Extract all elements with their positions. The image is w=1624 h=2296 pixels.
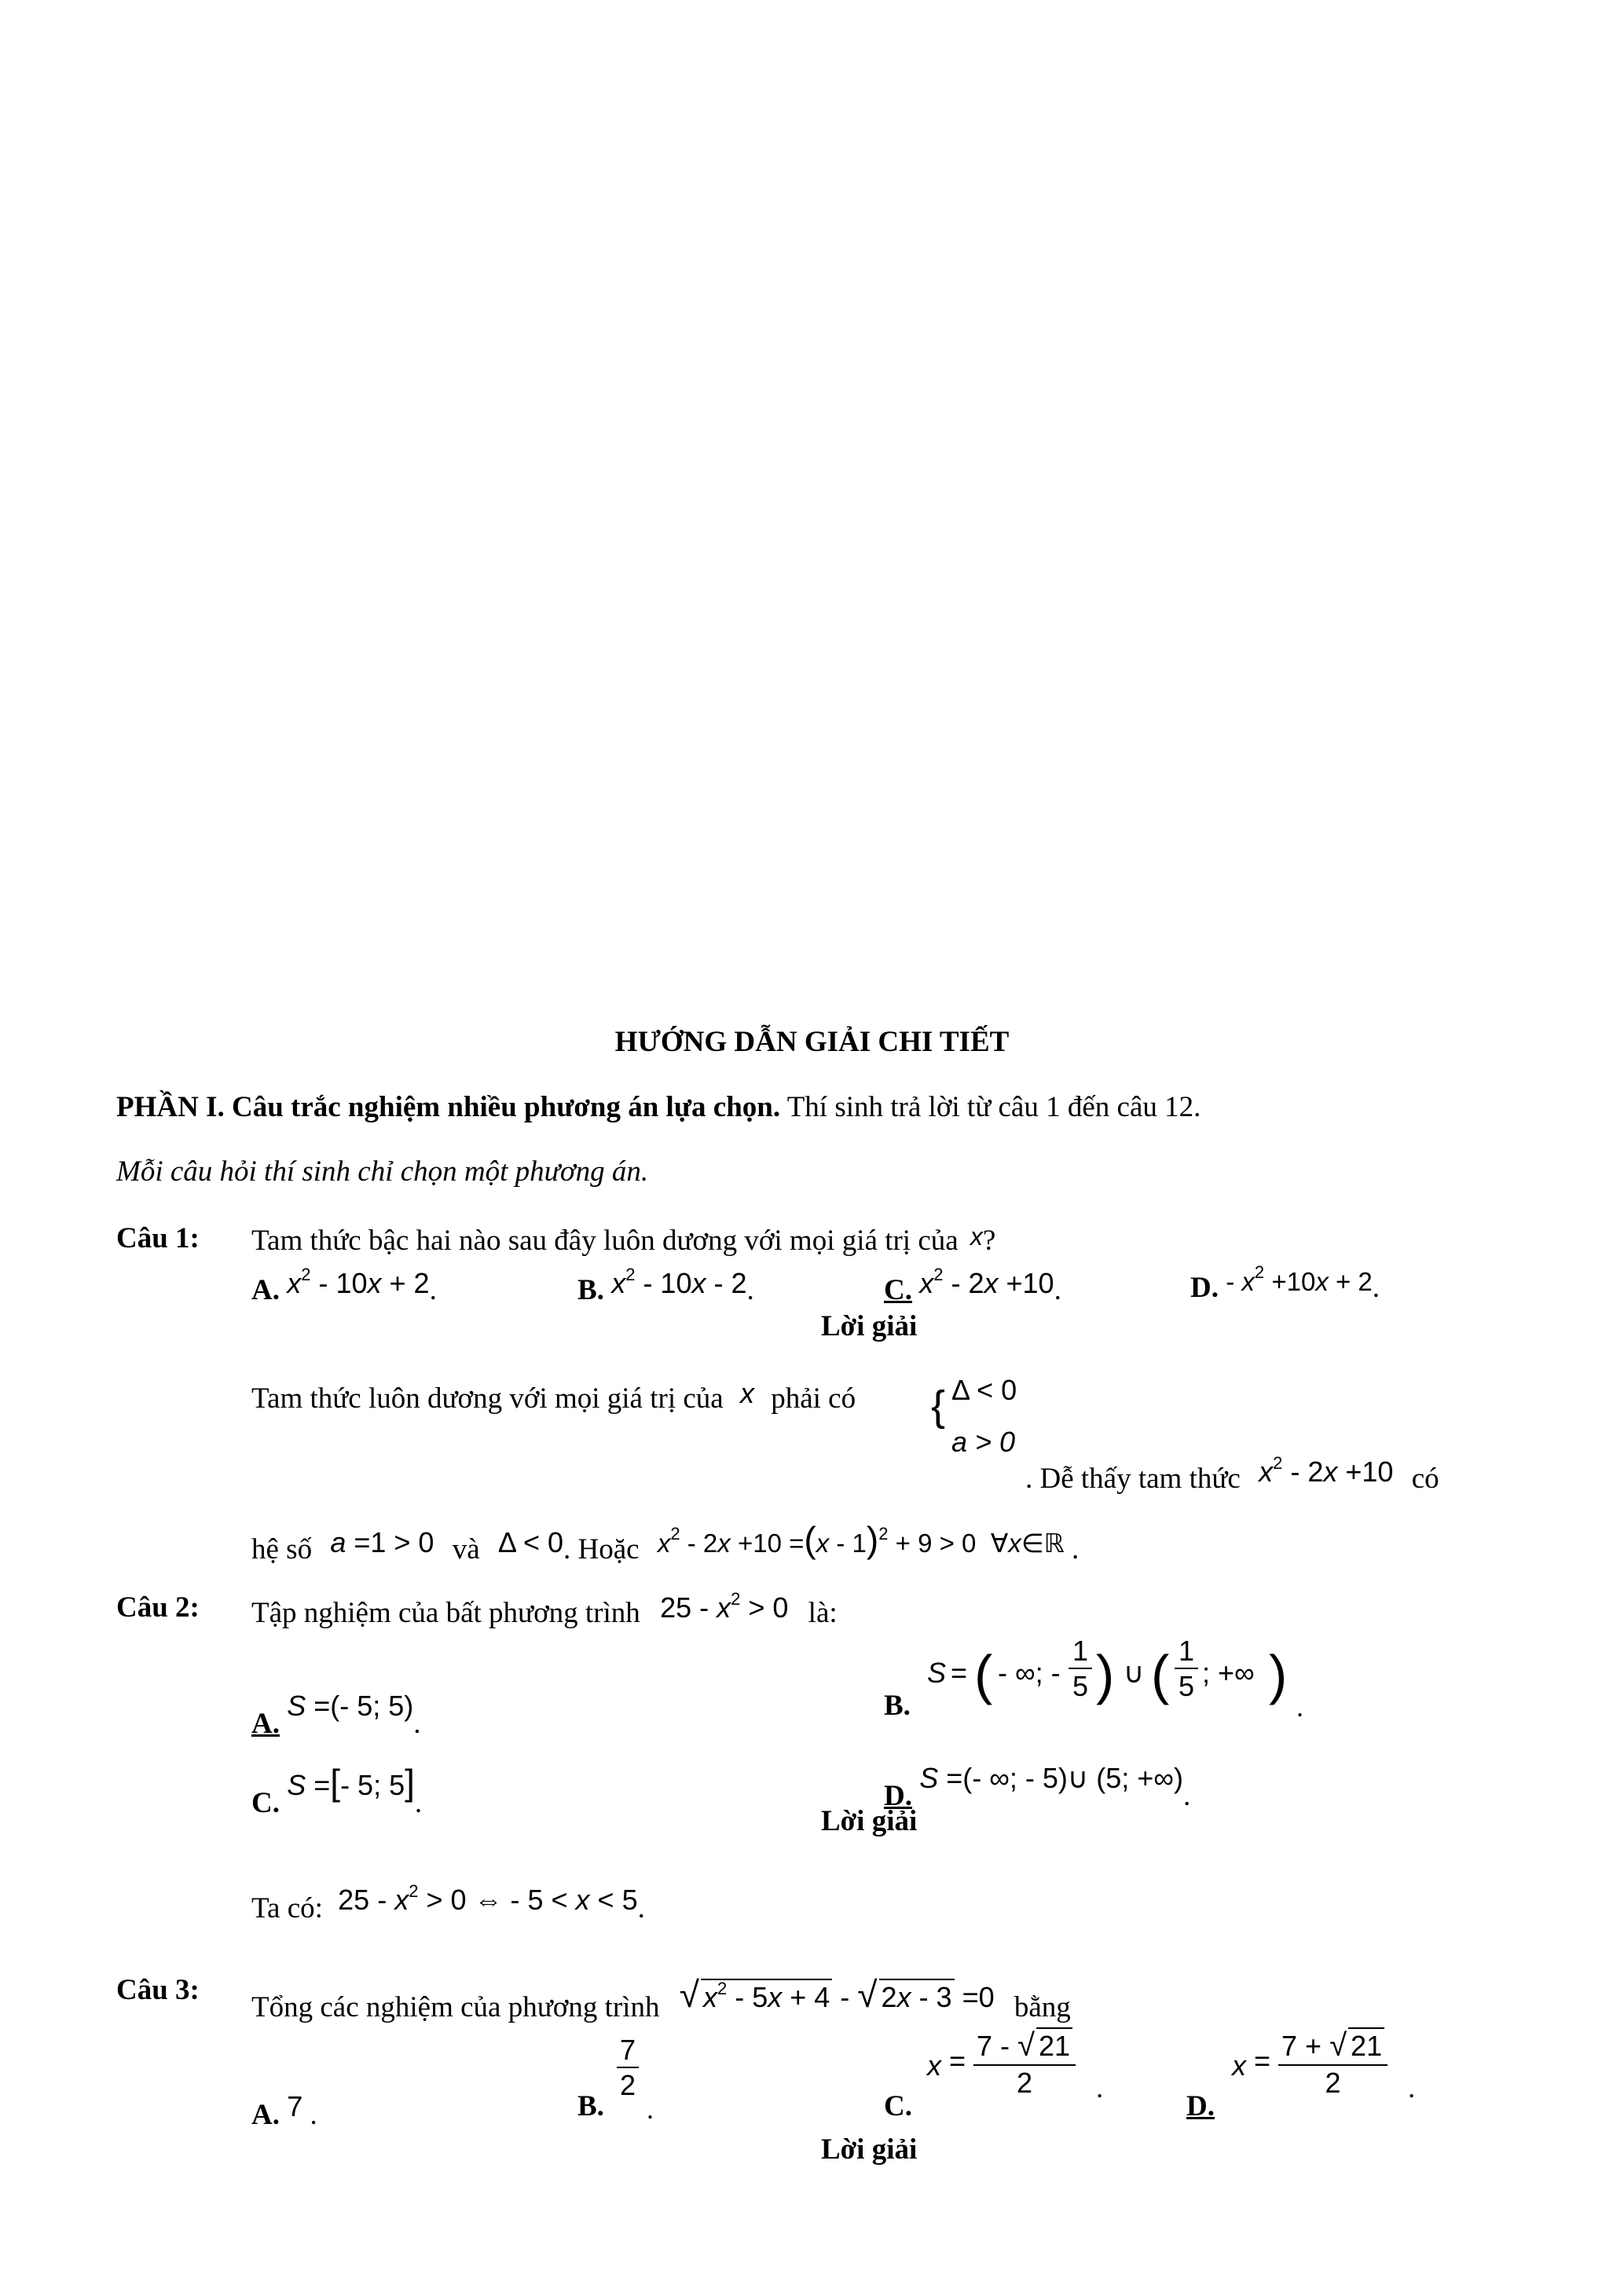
q3-option-c-expr: x = $\frac{7 - √ 21}{2}$ .	[927, 2028, 1104, 2104]
q2-sol-expr: $25 - x^2 > 0$ ⇔ - 5 < x < 5	[338, 1881, 638, 1916]
q1-option-a-letter: A.	[251, 1274, 280, 1306]
q1-var: x	[970, 1222, 983, 1251]
q1-question: Tam thức bậc hai nào sau đây luôn dương với mọi giá trị của	[251, 1225, 959, 1257]
q3-solution-heading: Lời giải	[821, 2133, 918, 2166]
q2-option-b-letter: B.	[884, 1690, 911, 1722]
q1-solution-line2: hệ số a =1 > 0 và Δ < 0. Hoặc $x^2 - 2x +10 =(x - 1)^2 + 9 > 0$ ∀x∈ℝ .	[251, 1519, 1080, 1565]
q3-equation: √ $x^2 - 5x + 4$ - √ 2x - 3 =0	[679, 1974, 995, 2015]
q3-option-b-expr: $\frac{7}{2}$ .	[617, 2033, 654, 2126]
q1-sol-coef: a =1 > 0	[330, 1526, 434, 1558]
page-title: HƯỚNG DẪN GIẢI CHI TIẾT	[614, 1026, 1010, 1058]
q1-option-a[interactable]: A. $x^2 - 10x + 2$.	[251, 1265, 437, 1306]
q2-option-a-expr: S =(- 5; 5)	[287, 1690, 414, 1722]
q2-option-c-letter: C.	[251, 1787, 280, 1819]
q3-option-a-expr: 7	[287, 2090, 303, 2122]
q3-option-a-letter: A.	[251, 2099, 280, 2131]
q1-option-b-letter: B.	[577, 1274, 604, 1306]
q1-option-c[interactable]: C. $x^2 - 2x +10$.	[884, 1265, 1061, 1306]
q1-option-c-expr: $x^2 - 2x +10$	[919, 1265, 1054, 1299]
q2-tail: là:	[808, 1597, 838, 1629]
q1-option-d-letter: D.	[1190, 1272, 1219, 1304]
q1-option-a-expr: $x^2 - 10x + 2$	[287, 1265, 430, 1299]
q3-option-d-letter: D.	[1186, 2090, 1215, 2122]
q1-option-b[interactable]: B. $x^2 - 10x - 2$.	[577, 1265, 754, 1306]
q2-option-b[interactable]	[884, 1689, 911, 1723]
q1-sol-text-e: hệ số	[251, 1533, 313, 1565]
q3-option-b[interactable]	[577, 2089, 604, 2124]
q1-option-b-expr: $x^2 - 10x - 2$	[611, 1265, 747, 1299]
q2-sol-text: Ta có:	[251, 1892, 323, 1924]
q1-solution-line1b	[1025, 1455, 1439, 1496]
q2-text	[251, 1591, 838, 1631]
q1-sol-trinomial: $x^2 - 2x +10$	[1259, 1453, 1394, 1488]
q1-sol-text-a: Tam thức luôn dương với mọi giá trị của	[251, 1382, 724, 1415]
part-heading-rest: Thí sinh trả lời từ câu 1 đến câu 12.	[780, 1091, 1201, 1123]
q2-option-a[interactable]: A. S =(- 5; 5).	[251, 1690, 421, 1740]
q1-system-row2: a > 0	[951, 1426, 1016, 1458]
q3-option-b-letter: B.	[577, 2090, 604, 2122]
q2-option-d-letter: D.	[884, 1780, 912, 1812]
q1-sol-text-c: . Dễ thấy tam thức	[1025, 1463, 1241, 1495]
part-heading-bold: PHẦN I. Câu trắc nghiệm nhiều phương án lựa chọn.	[116, 1091, 781, 1123]
q1-tail: ?	[982, 1225, 996, 1257]
q3-text	[251, 1973, 1071, 2025]
q1-option-c-letter: C.	[884, 1274, 912, 1306]
q1-solution-heading: Lời giải	[821, 1310, 918, 1342]
q3-label: Câu 3:	[116, 1974, 200, 2006]
q1-sol-text-g: . Hoặc	[563, 1533, 640, 1565]
q1-system-row1: Δ < 0	[951, 1374, 1017, 1406]
q1-sol-text-f: và	[452, 1533, 480, 1565]
q1-solution-line1	[251, 1376, 856, 1416]
q2-question: Tập nghiệm của bất phương trình	[251, 1597, 640, 1629]
q2-option-c-expr: S =[- 5; 5]	[287, 1762, 415, 1803]
part-heading	[116, 1090, 1201, 1125]
q3-option-d-expr: x = $\frac{7 + √ 21}{2}$ .	[1232, 2028, 1416, 2104]
q1-sol-identity: $x^2 - 2x +10 =(x - 1)^2 + 9 > 0$ ∀x∈ℝ	[657, 1519, 1065, 1560]
q3-option-c-letter: C.	[884, 2090, 912, 2122]
q2-solution: Ta có: $25 - x^2 > 0$ ⇔ - 5 < x < 5.	[251, 1881, 645, 1924]
q1-option-d[interactable]: D. - $x^2 +10x + 2$.	[1190, 1262, 1380, 1304]
q3-tail: bằng	[1014, 1991, 1071, 2023]
q1-text	[251, 1221, 995, 1258]
q1-option-d-expr: - $x^2 +10x + 2$	[1226, 1262, 1373, 1296]
q2-option-d[interactable]: D. S =(- ∞; - 5)∪ (5; +∞).	[884, 1762, 1191, 1812]
q2-option-d-expr: S =(- ∞; - 5)∪ (5; +∞)	[919, 1762, 1183, 1794]
q2-label: Câu 2:	[116, 1591, 200, 1624]
q1-sol-text-d: có	[1411, 1463, 1439, 1495]
q1-label: Câu 1:	[116, 1222, 200, 1254]
q1-sol-text-b: phải có	[771, 1382, 856, 1415]
q1-sol-var: x	[739, 1377, 754, 1409]
q2-solution-heading: Lời giải	[821, 1805, 918, 1837]
q3-option-a[interactable]: A. 7 .	[251, 2090, 317, 2131]
part-note: Mỗi câu hỏi thí sinh chỉ chọn một phương án.	[116, 1155, 649, 1188]
q3-option-c[interactable]	[884, 2089, 912, 2124]
q2-inequality: $25 - x^2 > 0$	[660, 1589, 789, 1624]
q3-question: Tổng các nghiệm của phương trình	[251, 1991, 660, 2023]
q3-option-d[interactable]	[1186, 2089, 1215, 2124]
q2-option-c[interactable]: C. S =[- 5; 5].	[251, 1762, 423, 1819]
q2-option-a-letter: A.	[251, 1708, 280, 1740]
q1-sol-delta: Δ < 0	[497, 1526, 564, 1558]
